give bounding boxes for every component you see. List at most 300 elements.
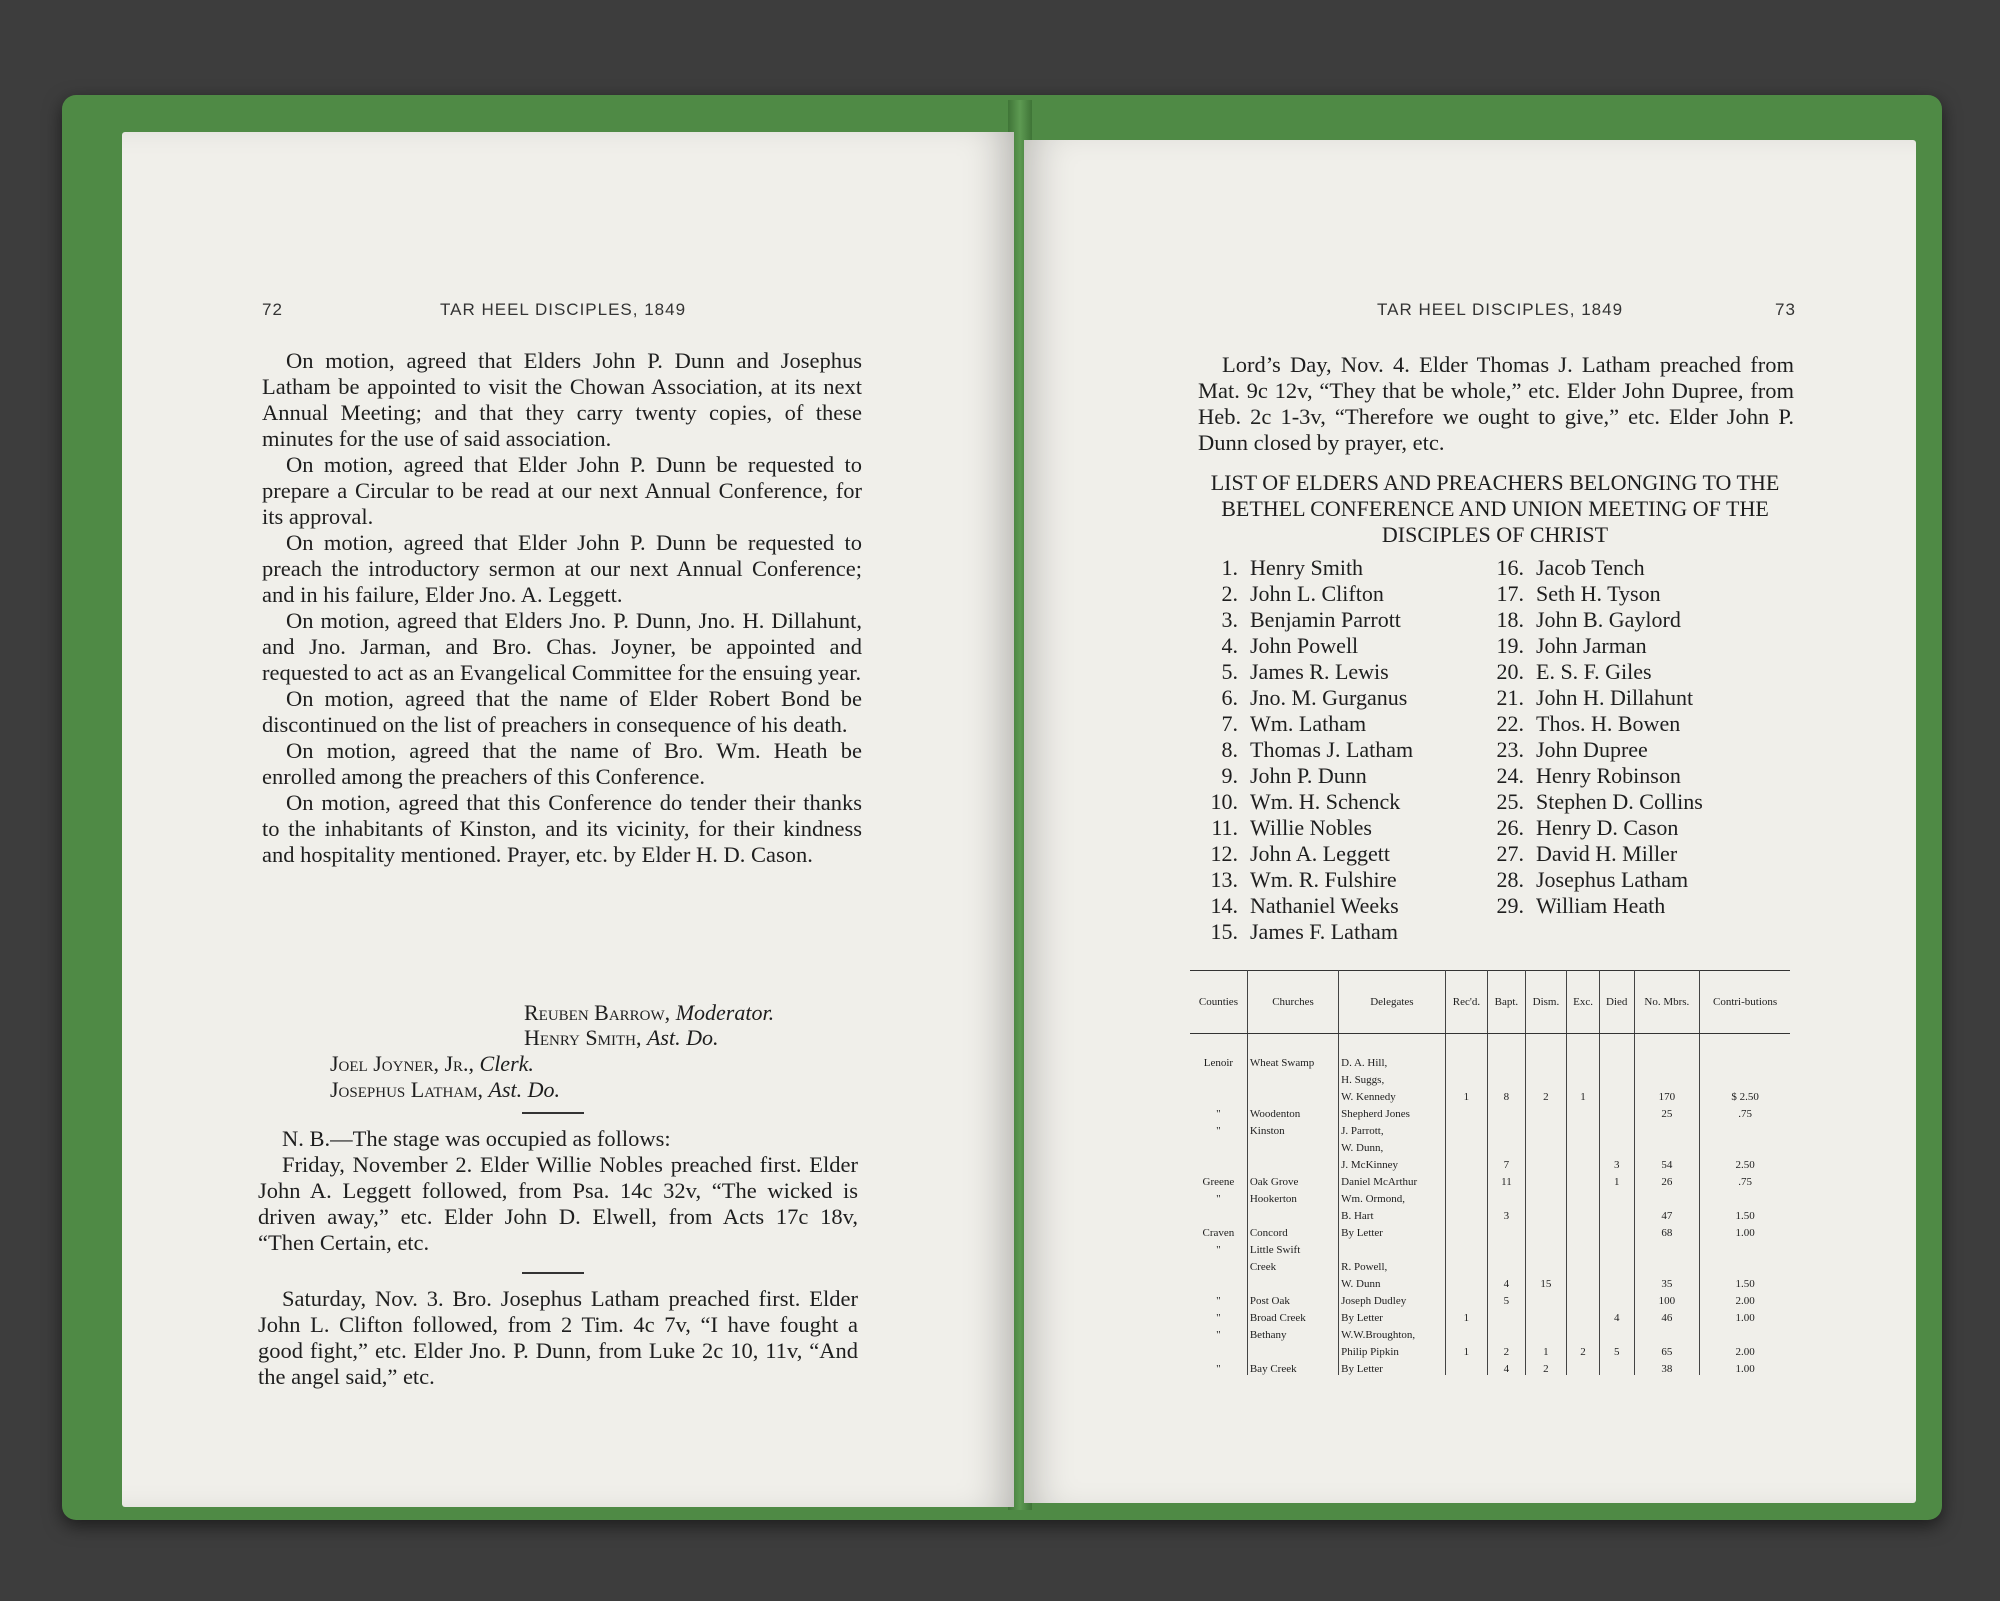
table-row (1190, 1171, 1790, 1188)
table-cell: 5 (1599, 1341, 1634, 1358)
table-cell (1599, 1137, 1634, 1154)
list-item (1180, 659, 1389, 685)
list-number: 13. (1210, 867, 1238, 892)
lords-day-text (1198, 352, 1794, 456)
table-cell: W. Dunn, (1339, 1137, 1446, 1154)
table-cell: " (1216, 1328, 1221, 1341)
table-cell (1567, 1324, 1600, 1341)
paragraph: Lord’s Day, Nov. 4. Elder Thomas J. Latham preached from Mat. 9c 12v, “They that be whole,” etc. Elder John Dupree, from Heb. 2c 1-3v, “Therefore we ought to give,” etc. Elder John P. Dunn closed by prayer, etc. (1198, 352, 1794, 455)
list-number: 19. (1496, 633, 1524, 658)
table-cell (1445, 1290, 1488, 1307)
table-cell: $ 2.50 (1700, 1086, 1790, 1103)
table-row (1190, 1120, 1790, 1137)
table-cell (1445, 1273, 1488, 1290)
list-item (1180, 685, 1407, 711)
table-cell: 7 (1488, 1154, 1526, 1171)
table-header-row (1190, 971, 1790, 1034)
list-item (1466, 789, 1703, 815)
table-cell: 1 (1445, 1341, 1488, 1358)
elder-name: Thomas J. Latham (1250, 737, 1414, 762)
table-cell (1525, 1069, 1567, 1086)
table-cell (1700, 1137, 1790, 1154)
list-item (1466, 555, 1645, 581)
table-cell: Daniel McArthur (1339, 1171, 1446, 1188)
list-number: 22. (1496, 711, 1524, 736)
paragraph: On motion, agreed that Elders Jno. P. Dunn, Jno. H. Dillahunt, and Jno. Jarman, and Bro. Chas. Joyner, be appointed and requested to act as an Evangelical Committee for the ensuing year. (262, 608, 862, 685)
elder-name: John B. Gaylord (1536, 607, 1681, 632)
table-cell: By Letter (1339, 1222, 1446, 1239)
list-number: 16. (1496, 555, 1524, 580)
table-cell (1599, 1103, 1634, 1120)
table-cell (1567, 1290, 1600, 1307)
table-cell (1488, 1188, 1526, 1205)
elder-name: John A. Leggett (1250, 841, 1390, 866)
table-cell: 26 (1634, 1171, 1700, 1188)
table-cell (1445, 1324, 1488, 1341)
right-running-head: TAR HEEL DISCIPLES, 1849 (1377, 300, 1624, 319)
table-cell (1567, 1307, 1600, 1324)
column-header: Churches (1247, 971, 1338, 1034)
elder-name: Jno. M. Gurganus (1250, 685, 1408, 710)
table-cell (1525, 1154, 1567, 1171)
table-cell (1525, 1188, 1567, 1205)
table-cell: 2 (1488, 1341, 1526, 1358)
list-item (1466, 581, 1661, 607)
table-cell: By Letter (1339, 1358, 1446, 1375)
table-cell: 1 (1525, 1341, 1567, 1358)
table-cell (1567, 1188, 1600, 1205)
list-number: 7. (1221, 711, 1238, 736)
elder-name: Nathaniel Weeks (1250, 893, 1399, 918)
left-running-head: TAR HEEL DISCIPLES, 1849 (440, 300, 687, 319)
table-cell (1247, 1205, 1338, 1222)
table-cell (1445, 1188, 1488, 1205)
paragraph: Saturday, Nov. 3. Bro. Josephus Latham preached first. Elder John L. Clifton followed, from 2 Tim. 4c 7v, “I have fought a good fight,” etc. Elder Jno. P. Dunn, from Luke 2c 10, 11v, “And the angel said,” etc. (258, 1286, 858, 1389)
elder-name: Benjamin Parrott (1250, 607, 1401, 632)
table-cell (1525, 1256, 1567, 1273)
table-cell: 38 (1634, 1358, 1700, 1375)
table-body (1190, 1034, 1790, 1375)
table-cell (1567, 1358, 1600, 1375)
list-number: 26. (1496, 815, 1524, 840)
list-number: 18. (1496, 607, 1524, 632)
elder-name: William Heath (1536, 893, 1666, 918)
list-item (1466, 685, 1693, 711)
table-row (1190, 1222, 1790, 1239)
list-title: LIST OF ELDERS AND PREACHERS BELONGING TO THE BETHEL CONFERENCE AND UNION MEETING OF THE DISCIPLES OF CHRIST (1210, 470, 1780, 547)
table-cell (1445, 1052, 1488, 1069)
table-cell (1445, 1103, 1488, 1120)
table-cell: 1 (1567, 1086, 1600, 1103)
elder-name: Willie Nobles (1250, 815, 1372, 840)
table-cell (1567, 1222, 1600, 1239)
table-row (1190, 1052, 1790, 1069)
table-cell (1599, 1273, 1634, 1290)
elder-name: Seth H. Tyson (1536, 581, 1661, 606)
table-cell: 8 (1488, 1086, 1526, 1103)
list-number: 14. (1210, 893, 1238, 918)
list-number: 24. (1496, 763, 1524, 788)
table-cell (1567, 1137, 1600, 1154)
table-cell (1634, 1188, 1700, 1205)
list-item (1180, 841, 1390, 867)
table-cell: " (1216, 1124, 1221, 1137)
table-cell (1700, 1052, 1790, 1069)
table-cell (1488, 1103, 1526, 1120)
table-cell (1634, 1256, 1700, 1273)
table-cell: J. McKinney (1339, 1154, 1446, 1171)
table-row (1190, 1086, 1790, 1103)
paragraph: N. B.—The stage was occupied as follows: (282, 1126, 671, 1151)
table-cell (1567, 1205, 1600, 1222)
list-item (1180, 633, 1358, 659)
elder-name: E. S. F. Giles (1536, 659, 1652, 684)
table-cell (1445, 1205, 1488, 1222)
table-cell (1567, 1154, 1600, 1171)
table-cell (1488, 1307, 1526, 1324)
list-item (1466, 659, 1652, 685)
table-cell: 65 (1634, 1341, 1700, 1358)
list-number: 25. (1496, 789, 1524, 814)
right-page-number: 73 (1775, 300, 1796, 319)
list-number: 17. (1496, 581, 1524, 606)
table-cell (1488, 1222, 1526, 1239)
column-header: Rec'd. (1445, 971, 1488, 1034)
table-cell (1488, 1324, 1526, 1341)
table-cell (1190, 1205, 1247, 1222)
elder-name: Henry Robinson (1536, 763, 1681, 788)
table-row (1190, 1069, 1790, 1086)
elder-name: John H. Dillahunt (1536, 685, 1694, 710)
table-cell (1190, 1154, 1247, 1171)
signature-ast-moderator: Henry Smith, Ast. Do. (524, 1025, 719, 1050)
table-cell: 3 (1599, 1154, 1634, 1171)
list-item (1466, 867, 1688, 893)
table-cell: 35 (1634, 1273, 1700, 1290)
table-cell (1247, 1086, 1338, 1103)
divider (522, 1112, 584, 1114)
table-cell: Greene (1202, 1175, 1235, 1188)
table-cell (1247, 1137, 1338, 1154)
table-cell (1525, 1290, 1567, 1307)
table-cell: Craven (1202, 1226, 1235, 1239)
table-cell (1634, 1239, 1700, 1256)
paragraph: On motion, agreed that Elder John P. Dunn be requested to preach the introductory sermon at our next Annual Conference; and in his failure, Elder Jno. A. Leggett. (262, 530, 862, 607)
table-row (1190, 1256, 1790, 1273)
table-cell (1488, 1239, 1526, 1256)
elder-name: Josephus Latham (1536, 867, 1689, 892)
table-cell (1445, 1137, 1488, 1154)
table-cell: Post Oak (1247, 1290, 1338, 1307)
column-header: Exc. (1567, 971, 1600, 1034)
table-cell (1488, 1069, 1526, 1086)
list-item (1466, 763, 1681, 789)
table-cell: 4 (1488, 1273, 1526, 1290)
table-cell: " (1216, 1243, 1221, 1256)
list-item (1180, 789, 1400, 815)
table-row (1190, 1273, 1790, 1290)
table-cell: 15 (1525, 1273, 1567, 1290)
statistics-table (1190, 970, 1790, 1375)
table-cell (1525, 1222, 1567, 1239)
left-body-text (262, 348, 862, 868)
table-cell: " (1216, 1107, 1221, 1120)
table-cell (1525, 1103, 1567, 1120)
table-cell: 47 (1634, 1205, 1700, 1222)
table-cell: 1.00 (1700, 1222, 1790, 1239)
table-cell: 2.00 (1700, 1341, 1790, 1358)
table-cell (1567, 1069, 1600, 1086)
list-number: 11. (1211, 815, 1238, 840)
table-cell: Philip Pipkin (1339, 1341, 1446, 1358)
elder-name: Stephen D. Collins (1536, 789, 1703, 814)
table-cell (1700, 1069, 1790, 1086)
list-number: 10. (1210, 789, 1238, 814)
table-cell: 4 (1599, 1307, 1634, 1324)
table-cell (1190, 1256, 1247, 1273)
elder-name: David H. Miller (1536, 841, 1678, 866)
list-number: 27. (1496, 841, 1524, 866)
list-number: 29. (1496, 893, 1524, 918)
table-cell: Woodenton (1247, 1103, 1338, 1120)
table-cell (1599, 1239, 1634, 1256)
table-cell (1247, 1069, 1338, 1086)
elder-name: John Dupree (1536, 737, 1648, 762)
list-item (1466, 893, 1665, 919)
list-item (1466, 711, 1680, 737)
elder-name: Henry Smith (1250, 555, 1364, 580)
table-cell: Joseph Dudley (1339, 1290, 1446, 1307)
table-cell (1445, 1239, 1488, 1256)
list-number: 3. (1221, 607, 1238, 632)
table-cell: By Letter (1339, 1307, 1446, 1324)
table-cell: Little Swift (1247, 1239, 1338, 1256)
table-cell (1567, 1273, 1600, 1290)
table-cell (1634, 1120, 1700, 1137)
table-cell (1190, 1086, 1247, 1103)
table-cell: J. Parrott, (1339, 1120, 1446, 1137)
table-cell: " (1216, 1192, 1221, 1205)
table-cell (1190, 1137, 1247, 1154)
elder-name: John P. Dunn (1250, 763, 1367, 788)
table-cell (1599, 1256, 1634, 1273)
list-item (1180, 737, 1413, 763)
paragraph: On motion, agreed that the name of Elder Robert Bond be discontinued on the list of preachers in consequence of his death. (262, 686, 862, 737)
table-row (1190, 1341, 1790, 1358)
table-cell (1567, 1239, 1600, 1256)
table-cell (1700, 1239, 1790, 1256)
table-cell: 2 (1567, 1341, 1600, 1358)
table-row (1190, 1188, 1790, 1205)
table-cell (1700, 1188, 1790, 1205)
table-row (1190, 1307, 1790, 1324)
table-cell: 1.50 (1700, 1205, 1790, 1222)
table-cell: 4 (1488, 1358, 1526, 1375)
table-cell (1488, 1052, 1526, 1069)
list-item (1180, 581, 1384, 607)
list-item (1180, 815, 1372, 841)
table-cell (1247, 1341, 1338, 1358)
paragraph: On motion, agreed that Elders John P. Dunn and Josephus Latham be appointed to visit the Chowan Association, at its next Annual Meeting; and that they carry twenty copies, of these minutes for the use of said association. (262, 348, 862, 451)
table-cell: Bethany (1247, 1324, 1338, 1341)
table-cell: .75 (1700, 1103, 1790, 1120)
elder-name: Jacob Tench (1536, 555, 1645, 580)
list-item (1180, 711, 1366, 737)
table-cell (1525, 1120, 1567, 1137)
table-cell: 2.50 (1700, 1154, 1790, 1171)
elder-name: Henry D. Cason (1536, 815, 1679, 840)
elder-name: James F. Latham (1250, 919, 1398, 944)
table-cell (1445, 1069, 1488, 1086)
elder-name: Wm. H. Schenck (1250, 789, 1401, 814)
list-item (1466, 633, 1647, 659)
table-cell: Shepherd Jones (1339, 1103, 1446, 1120)
signature-moderator: Reuben Barrow, Moderator. (524, 1000, 775, 1025)
list-number: 4. (1221, 633, 1238, 658)
signature-ast-clerk: Josephus Latham, Ast. Do. (330, 1077, 561, 1102)
table-cell (1488, 1137, 1526, 1154)
table-cell: Wheat Swamp (1247, 1052, 1338, 1069)
elder-name: James R. Lewis (1250, 659, 1389, 684)
table-cell (1445, 1222, 1488, 1239)
table-cell (1445, 1120, 1488, 1137)
table-cell: 1.00 (1700, 1358, 1790, 1375)
table-cell: 46 (1634, 1307, 1700, 1324)
paragraph: On motion, agreed that this Conference do tender their thanks to the inhabitants of Kinston, and its vicinity, for their kindness and hospitality mentioned. Prayer, etc. by Elder H. D. Cason. (262, 790, 862, 867)
table-cell: 11 (1488, 1171, 1526, 1188)
table-cell: D. A. Hill, (1339, 1052, 1446, 1069)
table-cell (1700, 1256, 1790, 1273)
list-item (1180, 867, 1397, 893)
elder-name: John L. Clifton (1250, 581, 1384, 606)
table-cell (1339, 1239, 1446, 1256)
elder-name: John Powell (1250, 633, 1359, 658)
table-cell (1634, 1137, 1700, 1154)
column-header: Delegates (1339, 971, 1446, 1034)
list-number: 2. (1221, 581, 1238, 606)
table-cell (1634, 1324, 1700, 1341)
table-row (1190, 1239, 1790, 1256)
table-cell (1525, 1052, 1567, 1069)
table-cell (1190, 1273, 1247, 1290)
table-row (1190, 1205, 1790, 1222)
table-cell (1525, 1239, 1567, 1256)
table-cell (1567, 1120, 1600, 1137)
table-row (1190, 1137, 1790, 1154)
elder-name: Wm. Latham (1250, 711, 1367, 736)
elder-name: Wm. R. Fulshire (1250, 867, 1397, 892)
list-number: 15. (1210, 919, 1238, 944)
list-number: 21. (1496, 685, 1524, 710)
table-cell: 1 (1445, 1307, 1488, 1324)
table-cell: W. Kennedy (1339, 1086, 1446, 1103)
table-cell (1525, 1205, 1567, 1222)
table-cell: W. Dunn (1339, 1273, 1446, 1290)
elder-name: John Jarman (1536, 633, 1647, 658)
table-cell (1700, 1324, 1790, 1341)
table-cell: Kinston (1247, 1120, 1338, 1137)
table-cell (1700, 1120, 1790, 1137)
table-cell (1445, 1256, 1488, 1273)
table-row (1190, 1290, 1790, 1307)
table-cell: Broad Creek (1247, 1307, 1338, 1324)
table-cell: 2.00 (1700, 1290, 1790, 1307)
table-cell (1247, 1154, 1338, 1171)
list-number: 20. (1496, 659, 1524, 684)
table-cell: Creek (1247, 1256, 1338, 1273)
table-cell: 170 (1634, 1086, 1700, 1103)
table-cell: 1 (1599, 1171, 1634, 1188)
list-number: 6. (1221, 685, 1238, 710)
table-cell (1599, 1188, 1634, 1205)
paragraph: On motion, agreed that the name of Bro. Wm. Heath be enrolled among the preachers of this Conference. (262, 738, 862, 789)
list-number: 5. (1221, 659, 1238, 684)
table-cell (1599, 1222, 1634, 1239)
divider (522, 1272, 584, 1274)
table-cell: Wm. Ormond, (1339, 1188, 1446, 1205)
table-cell: 100 (1634, 1290, 1700, 1307)
table-cell: 1.50 (1700, 1273, 1790, 1290)
table-cell: 1 (1445, 1086, 1488, 1103)
table-cell: " (1216, 1294, 1221, 1307)
saturday-text (258, 1286, 858, 1390)
table-row (1190, 1358, 1790, 1375)
left-page-number: 72 (262, 300, 283, 319)
column-header: Counties (1190, 971, 1247, 1034)
table-cell (1488, 1120, 1526, 1137)
nb-text (258, 1126, 858, 1256)
table-row (1190, 1324, 1790, 1341)
table-cell: 25 (1634, 1103, 1700, 1120)
table-cell (1525, 1324, 1567, 1341)
list-number: 1. (1221, 555, 1238, 580)
table-cell (1190, 1069, 1247, 1086)
table-cell (1599, 1324, 1634, 1341)
list-item (1466, 737, 1648, 763)
column-header: Bapt. (1488, 971, 1526, 1034)
table-row (1190, 1103, 1790, 1120)
table-cell (1445, 1154, 1488, 1171)
table-cell (1599, 1052, 1634, 1069)
table-cell: " (1216, 1311, 1221, 1324)
table-cell (1445, 1358, 1488, 1375)
column-header: Died (1599, 971, 1634, 1034)
table-cell (1599, 1358, 1634, 1375)
table-cell: Bay Creek (1247, 1358, 1338, 1375)
column-header: Contri-butions (1700, 971, 1790, 1034)
table-cell (1599, 1290, 1634, 1307)
table-cell (1567, 1052, 1600, 1069)
list-item (1466, 815, 1678, 841)
table-cell (1488, 1256, 1526, 1273)
list-item (1180, 607, 1401, 633)
column-header: No. Mbrs. (1634, 971, 1700, 1034)
list-number: 8. (1221, 737, 1238, 762)
table-cell: Lenoir (1203, 1056, 1234, 1069)
table-cell: 5 (1488, 1290, 1526, 1307)
table-cell (1599, 1086, 1634, 1103)
table-cell: 54 (1634, 1154, 1700, 1171)
table-cell (1634, 1052, 1700, 1069)
table-cell: Hookerton (1247, 1188, 1338, 1205)
table-cell: W.W.Broughton, (1339, 1324, 1446, 1341)
list-item (1180, 555, 1363, 581)
paragraph: Friday, November 2. Elder Willie Nobles preached first. Elder John A. Leggett followed, from Psa. 14c 32v, “The wicked is driven away,” etc. Elder John D. Elwell, from Acts 17c 18v, “Then Certain, etc. (258, 1152, 858, 1255)
signature-clerk: Joel Joyner, Jr., Clerk. (330, 1051, 534, 1076)
list-number: 28. (1496, 867, 1524, 892)
list-item (1466, 841, 1677, 867)
table-cell: .75 (1700, 1171, 1790, 1188)
